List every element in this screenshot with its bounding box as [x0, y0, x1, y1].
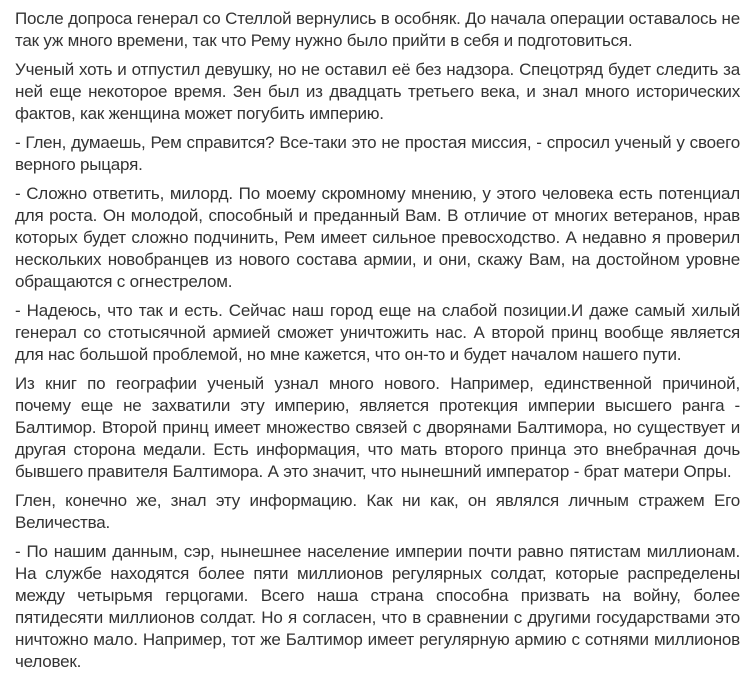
paragraph-dialogue: - Сложно ответить, милорд. По моему скромному мнению, у этого человека есть потенциал для роста. Он молодой, способный и преданный Вам. В отличие от многих ветеранов, нрав которых будет сложно подчинить, Рем имеет сильное превосходство. А недавно я проверил нескольких новобранцев из нового состава армии, и они, скажу Вам, на достойном уровне обращаются с огнестрелом.	[15, 184, 740, 291]
paragraph: Ученый хоть и отпустил девушку, но не оставил её без надзора. Спецотряд будет следить за ней еще некоторое время. Зен был из двадцать третьего века, и знал много исторических фактов, как женщина может погубить империю.	[15, 60, 740, 123]
paragraph-dialogue: - Глен, думаешь, Рем справится? Все-таки это не простая миссия, - спросил ученый у своего верного рыцаря.	[15, 133, 740, 174]
paragraph: Из книг по географии ученый узнал много нового. Например, единственной причиной, почему еще не захватили эту империю, является протекция империи высшего ранга - Балтимор. Второй принц имеет множество связей с дворянами Балтимора, но существует и другая сторона медали. Есть информация, что мать второго принца это внебрачная дочь бывшего правителя Балтимора. А это значит, что нынешний император - брат матери Опры.	[15, 374, 740, 481]
paragraph: После допроса генерал со Стеллой вернулись в особняк. До начала операции оставалось не так уж много времени, так что Рему нужно было прийти в себя и подготовиться.	[15, 9, 740, 50]
paragraph: Глен, конечно же, знал эту информацию. Как ни как, он являлся личным стражем Его Величества.	[15, 491, 740, 532]
paragraph-dialogue: - Надеюсь, что так и есть. Сейчас наш город еще на слабой позиции.И даже самый хилый генерал со стотысячной армией сможет уничтожить нас. А второй принц вообще является для нас большой проблемой, но мне кажется, что он-то и будет началом нашего пути.	[15, 301, 740, 364]
paragraph-dialogue: - По нашим данным, сэр, нынешнее население империи почти равно пятистам миллионам. На службе находятся более пяти миллионов регулярных солдат, которые распределены между четырьмя герцогами. Всего наша страна способна призвать на войну, более пятидесяти миллионов солдат. Но я согласен, что в сравнении с другими государствами это ничтожно мало. Например, тот же Балтимор имеет регулярную армию с сотнями миллионов человек.	[15, 542, 740, 671]
